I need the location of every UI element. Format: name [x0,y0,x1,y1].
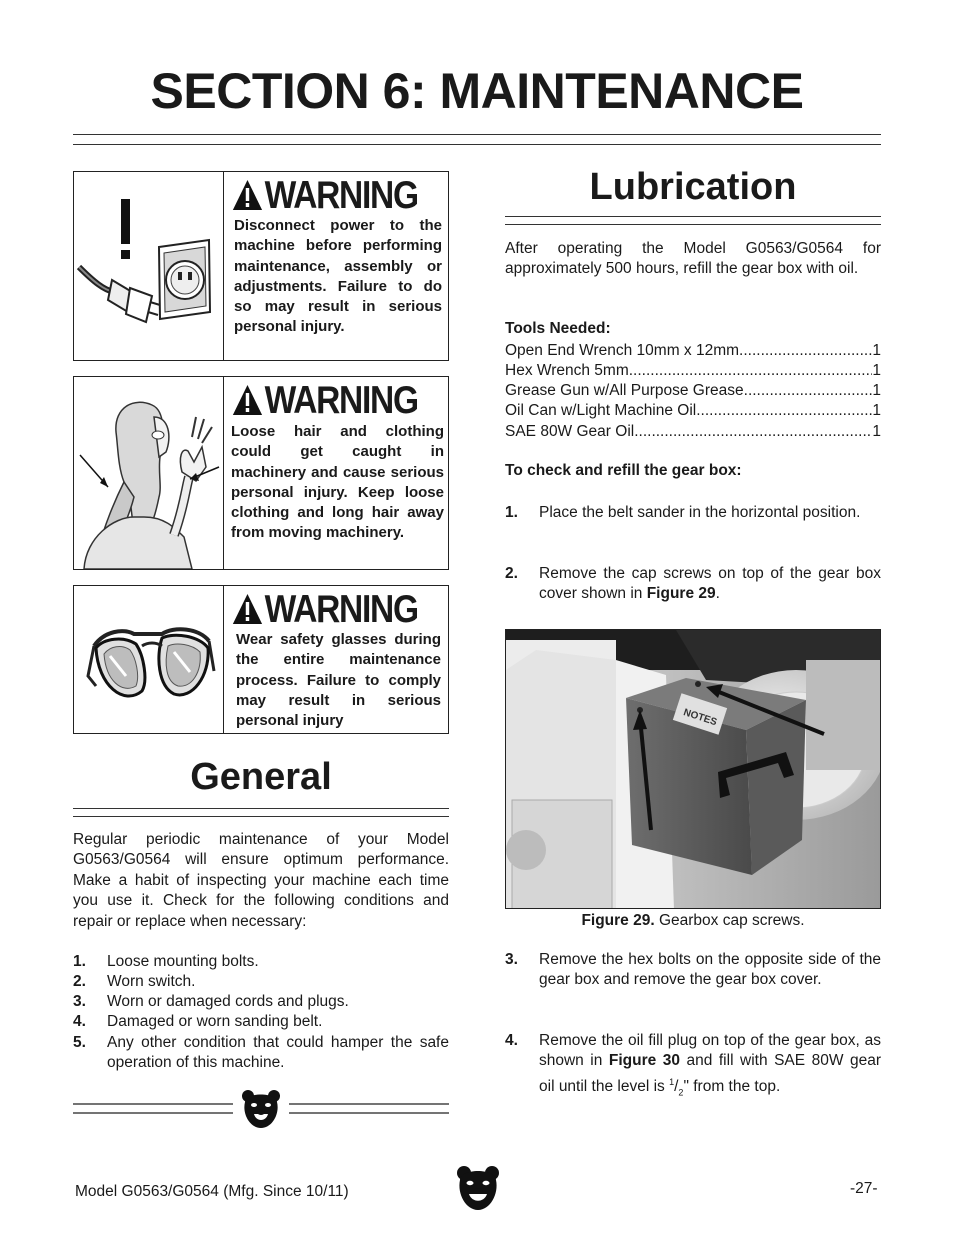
step-item: 1. Place the belt sander in the horizontal position. [505,504,861,521]
general-intro: Regular periodic maintenance of your Model G0563/G0564 will ensure optimum performance. Make a habit of inspecting your machine each time you use it. Check for the following conditions and repair or replace when necessary: [73,831,449,930]
general-rule-bottom [73,816,449,817]
warning-heading: WARNING [232,588,414,630]
warning-text: Loose hair and clothing could get caught in machinery and cause serious personal injury. Keep loose clothing and long hair away from moving machinery. [231,423,444,542]
figure-reference: Figure 29 [646,585,716,603]
list-item: 2. Worn switch. [73,973,196,990]
grizzly-bear-icon [240,1088,282,1130]
step-item: 2. Remove the cap screws on top of the gear box cover shown in Figure 29. [505,565,881,603]
footer-model: Model G0563/G0564 (Mfg. Since 10/11) [75,1183,349,1200]
warning-triangle-icon [232,384,263,416]
warning-text: Disconnect power to the machine before performing maintenance, assembly or adjustments. Failure to do so may result in serious personal injury. [234,217,442,336]
lubrication-heading: Lubrication [589,166,797,208]
tool-row: Grease Gun w/All Purpose Grease ..... 1 [505,381,881,401]
warning-triangle-icon [232,179,263,211]
warning-box-glasses [73,585,449,734]
footer-bear-logo-icon [456,1165,500,1211]
figure-29-photo [505,629,881,909]
title-rule-bottom [73,144,881,145]
warning-box-power [73,171,449,361]
title-rule-top [73,134,881,135]
list-item: 3. Worn or damaged cords and plugs. [73,993,349,1010]
list-item: 4. Damaged or worn sanding belt. [73,1013,323,1030]
warning-heading: WARNING [232,379,414,421]
list-item: 5. Any other condition that could hamper the safe operation of this machine. [73,1034,449,1072]
step-item: 3. Remove the hex bolts on the opposite side of the gear box and remove the gear box cover. [505,951,881,989]
tool-row: Hex Wrench 5mm ..... 1 [505,361,881,381]
step-item: 4. Remove the oil fill plug on top of the gear box, as shown in Figure 30 and fill with SAE 80W gear oil until the level is $^1/_2$" from the top. [505,1032,881,1098]
list-item: 1. Loose mounting bolts. [73,953,259,970]
warning-triangle-icon [232,593,263,625]
figure-caption: Figure 29. Gearbox cap screws. [581,912,805,929]
decal-text: NOTES [682,707,719,729]
safety-glasses-icon [74,586,224,733]
tools-heading: Tools Needed: [505,320,611,337]
long-hair-person-icon [74,377,224,569]
tool-row: Open End Wrench 10mm x 12mm ..... 1 [505,341,881,361]
page-title: SECTION 6: MAINTENANCE [150,63,804,119]
lubrication-rule-top [505,216,881,217]
procedure-heading: To check and refill the gear box: [505,462,742,479]
footer-page-number: -27- [850,1180,878,1197]
warning-heading: WARNING [232,174,414,216]
tool-row: Oil Can w/Light Machine Oil ..... 1 [505,401,881,421]
general-rule-top [73,808,449,809]
general-heading: General [190,756,332,798]
lubrication-rule-bottom [505,224,881,225]
warning-text: Wear safety glasses during the entire maintenance process. Failure to comply may result in serious personal injury [236,631,441,730]
plug-outlet-icon [74,172,224,360]
lubrication-intro: After operating the Model G0563/G0564 for approximately 500 hours, refill the gear box with oil. [505,240,881,278]
tool-row: SAE 80W Gear Oil ..... 1 [505,422,881,442]
figure-reference: Figure 30 [608,1052,680,1070]
warning-box-hair [73,376,449,570]
